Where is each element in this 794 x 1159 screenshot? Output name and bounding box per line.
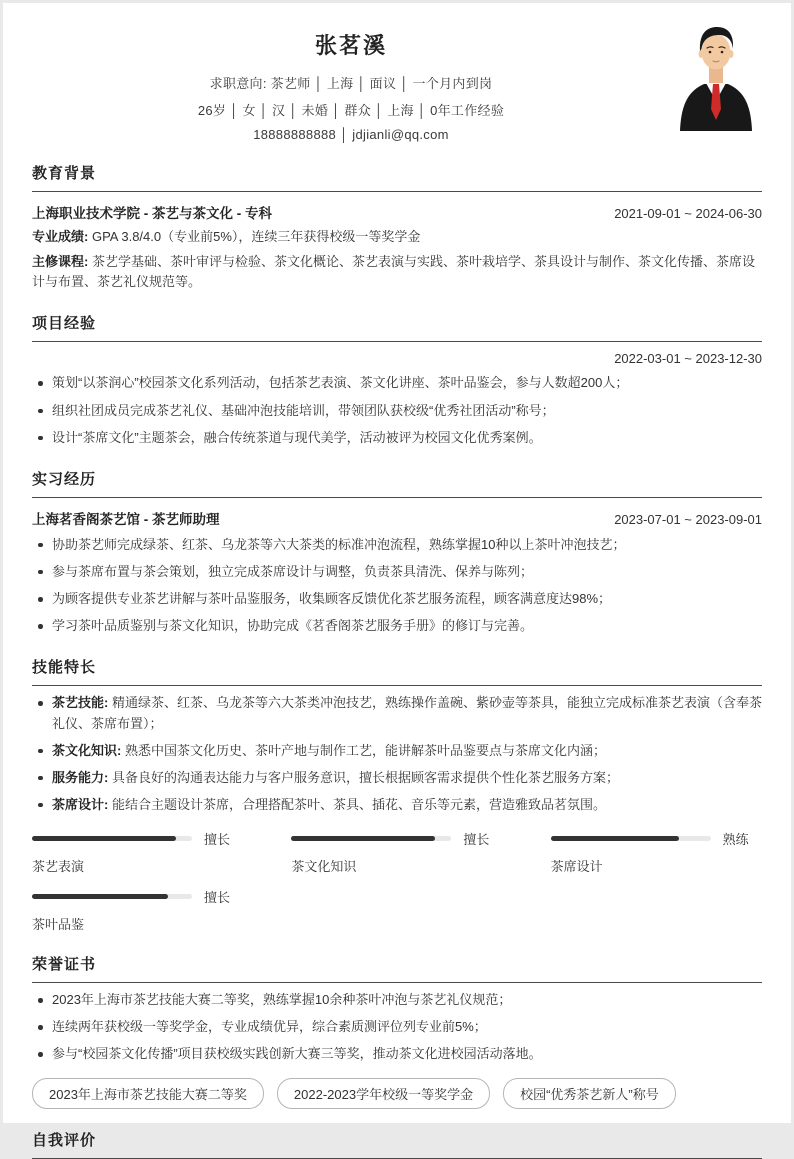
profile-photo xyxy=(670,21,762,131)
header-text-block xyxy=(32,21,670,142)
project-date: 2022-03-01 ~ 2023-12-30 xyxy=(614,351,762,367)
skill-bar-fill xyxy=(291,836,435,841)
courses-text: 茶艺学基础、茶叶审评与检验、茶文化概论、茶艺表演与实践、茶叶栽培学、茶具设计与制作、茶文化传播、茶席设计与布置、茶艺礼仪规范等。 xyxy=(32,254,755,290)
skill-bar-row xyxy=(551,829,762,848)
project-bullet: 策划“以茶润心”校园茶文化系列活动，包括茶艺表演、茶文化讲座、茶叶品鉴会，参与人数超200人； xyxy=(32,373,762,393)
skill-bar-track xyxy=(32,836,192,841)
section-skills xyxy=(32,656,762,933)
project-bullet: 设计“茶席文化”主题茶会，融合传统茶道与现代美学，活动被评为校园文化优秀案例。 xyxy=(32,428,762,448)
honor-bullet: 参与“校园茶文化传播”项目获校级实践创新大赛三等奖，推动茶文化进校园活动落地。 xyxy=(32,1044,762,1064)
job-intent-line: 求职意向: 茶艺师 │ 上海 │ 面议 │ 一个月内到岗 xyxy=(209,76,493,91)
internship-title: 实习经历 xyxy=(32,468,762,498)
courses-label: 主修课程: xyxy=(32,254,89,270)
skill-bar xyxy=(32,887,243,933)
skills-title: 技能特长 xyxy=(32,656,762,686)
project-bullet: 组织社团成员完成茶艺礼仪、基础冲泡技能培训，带领团队获校级“优秀社团活动”称号； xyxy=(32,401,762,421)
skill-bullet xyxy=(32,768,762,788)
skill-bar-track xyxy=(551,836,711,841)
skill-bar-fill xyxy=(32,836,176,841)
skill-bar-fill xyxy=(32,894,168,899)
skill-text: 熟悉中国茶文化历史、茶叶产地与制作工艺，能讲解茶叶品鉴要点与茶席文化内涵； xyxy=(124,742,606,758)
contact-line: 18888888888 │ jdjianli@qq.com xyxy=(253,127,449,142)
section-self-evaluation xyxy=(32,1129,762,1159)
section-honors xyxy=(32,953,762,1108)
skill-bar xyxy=(551,829,762,875)
project-title: 项目经验 xyxy=(32,312,762,342)
skill-level-label: 擅长 xyxy=(204,890,231,906)
education-date: 2021-09-01 ~ 2024-06-30 xyxy=(614,206,762,221)
basic-info-line: 26岁 │ 女 │ 汉 │ 未婚 │ 群众 │ 上海 │ 0年工作经验 xyxy=(197,103,505,118)
internship-header-row xyxy=(32,508,762,528)
school-name: 上海职业技术学院 - 茶艺与茶文化 - 专科 xyxy=(32,206,272,221)
courses-line xyxy=(32,252,762,292)
skill-bullet xyxy=(32,693,762,733)
honor-bullet: 2023年上海市茶艺技能大赛二等奖，熟练掌握10余种茶叶冲泡与茶艺礼仪规范； xyxy=(32,990,762,1010)
candidate-name: 张茗溪 xyxy=(314,33,387,58)
resume-page xyxy=(3,3,791,1149)
skill-label: 茶席设计: xyxy=(52,796,109,812)
skill-bar-name: 茶艺表演 xyxy=(32,859,85,875)
skill-bar-fill xyxy=(551,836,679,841)
resume-header xyxy=(32,21,762,142)
skill-bullet xyxy=(32,741,762,761)
skill-bar-row xyxy=(291,829,502,848)
skill-bar-track xyxy=(291,836,451,841)
company-name: 上海茗香阁茶艺馆 - 茶艺师助理 xyxy=(32,511,220,527)
skill-bar-track xyxy=(32,894,192,899)
honor-tag: 校园“优秀茶艺新人”称号 xyxy=(503,1078,676,1109)
skill-label: 茶文化知识: xyxy=(52,742,122,758)
section-internship xyxy=(32,468,762,637)
honor-tags xyxy=(32,1078,762,1109)
skill-bar-name: 茶席设计 xyxy=(550,859,603,875)
honor-bullet: 连续两年获校级一等奖学金，专业成绩优异，综合素质测评位列专业前5%； xyxy=(32,1017,762,1037)
gpa-label: 专业成绩: xyxy=(32,229,89,244)
education-title: 教育背景 xyxy=(32,162,762,192)
internship-bullet: 协助茶艺师完成绿茶、红茶、乌龙茶等六大茶类的标准冲泡流程，熟练掌握10种以上茶叶冲泡技艺； xyxy=(32,535,762,555)
section-education xyxy=(32,162,762,292)
self-evaluation-title: 自我评价 xyxy=(32,1129,762,1159)
skill-bar-row xyxy=(32,829,243,848)
skill-level-label: 擅长 xyxy=(463,832,490,848)
honor-tag: 2023年上海市茶艺技能大赛二等奖 xyxy=(32,1078,264,1109)
honor-tag: 2022-2023学年校级一等奖学金 xyxy=(277,1078,490,1109)
internship-bullet: 为顾客提供专业茶艺讲解与茶叶品鉴服务，收集顾客反馈优化茶艺服务流程，顾客满意度达98%； xyxy=(32,589,762,609)
skill-text: 精通绿茶、红茶、乌龙茶等六大茶类冲泡技艺，熟练操作盖碗、紫砂壶等茶具，能独立完成标准茶艺表演（含奉茶礼仪、茶席布置）； xyxy=(52,695,762,731)
honors-title: 荣誉证书 xyxy=(32,953,762,983)
skill-text: 能结合主题设计茶席，合理搭配茶叶、茶具、插花、音乐等元素，营造雅致品茗氛围。 xyxy=(111,796,606,812)
skill-bar xyxy=(32,829,243,875)
skill-bar-name: 茶文化知识 xyxy=(291,859,357,875)
gpa-text: GPA 3.8/4.0（专业前5%），连续三年获得校级一等奖学金 xyxy=(91,229,421,244)
gpa-line xyxy=(32,227,762,247)
skill-level-label: 熟练 xyxy=(722,832,749,848)
internship-bullet: 学习茶叶品质鉴别与茶文化知识，协助完成《茗香阁茶艺服务手册》的修订与完善。 xyxy=(32,616,762,636)
skill-bar-row xyxy=(32,887,243,906)
skill-level-label: 擅长 xyxy=(204,832,231,848)
skill-bar xyxy=(291,829,502,875)
section-project xyxy=(32,312,762,447)
skill-bars xyxy=(32,829,762,933)
skill-text: 具备良好的沟通表达能力与客户服务意识，擅长根据顾客需求提供个性化茶艺服务方案； xyxy=(111,769,619,785)
skill-label: 服务能力: xyxy=(52,769,109,785)
skill-label: 茶艺技能: xyxy=(52,695,109,711)
skill-bar-name: 茶叶品鉴 xyxy=(32,917,85,933)
internship-date: 2023-07-01 ~ 2023-09-01 xyxy=(614,511,762,527)
education-header-row xyxy=(32,202,762,222)
skill-bullet xyxy=(32,795,762,815)
internship-bullet: 参与茶席布置与茶会策划，独立完成茶席设计与调整，负责茶具清洗、保养与陈列； xyxy=(32,562,762,582)
